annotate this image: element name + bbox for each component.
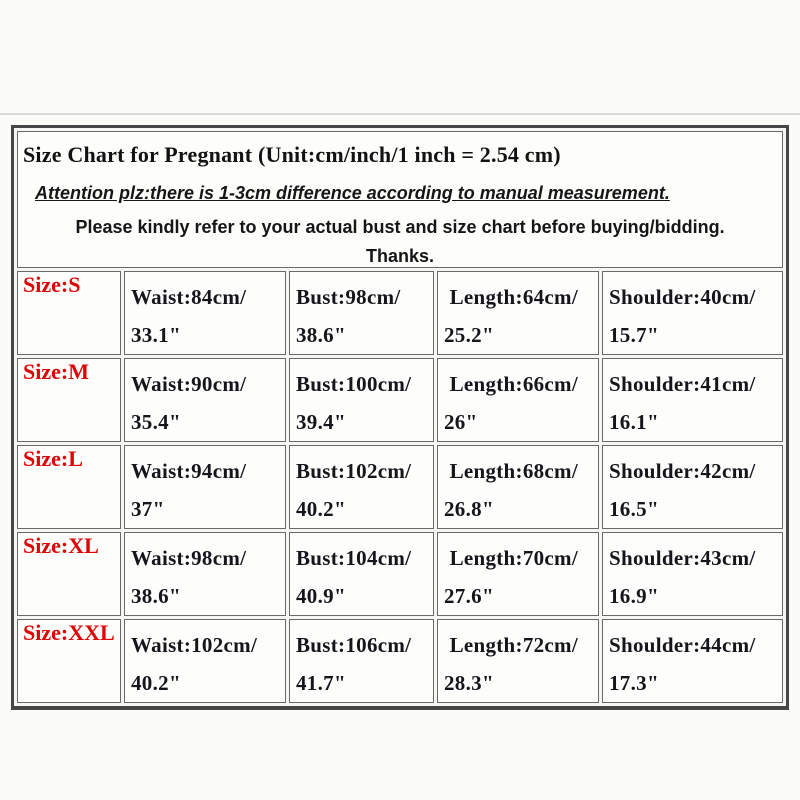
measurement-line: 15.7" [609,323,659,347]
waist-cell [124,619,286,703]
measurement-line: Length:72cm/ [444,633,578,657]
attention-note: Attention plz:there is 1-3cm difference according to manual measurement. [35,183,670,203]
buying-note: Please kindly refer to your actual bust and size chart before buying/bidding. [75,217,725,237]
size-chart-table [11,125,789,710]
measurement-line: Bust:100cm/ [296,372,412,396]
measurement-line: 16.5" [609,497,659,521]
waist-cell [124,532,286,616]
measurement-line: 33.1" [131,323,181,347]
length-cell [437,619,599,703]
shoulder-cell [602,619,783,703]
measurement-line: 40.2" [296,497,346,521]
table-row-size-xxl [17,619,783,703]
measurement-line: Shoulder:44cm/ [609,633,756,657]
measurement-line: Bust:104cm/ [296,546,412,570]
measurement-line: 27.6" [444,584,494,608]
length-cell [437,532,599,616]
thanks-note: Thanks. [366,246,435,266]
waist-cell [124,271,286,355]
bust-cell [289,358,434,442]
measurement-line: Length:70cm/ [444,546,578,570]
measurement-line: Bust:98cm/ [296,285,401,309]
size-label: Size:L [17,445,121,529]
measurement-line: 26.8" [444,497,494,521]
measurement-line: 17.3" [609,671,659,695]
size-label: Size:S [17,271,121,355]
measurement-line: 16.1" [609,410,659,434]
measurement-line: Waist:98cm/ [131,546,247,570]
measurement-line: 16.9" [609,584,659,608]
table-row-size-xl [17,532,783,616]
length-cell [437,358,599,442]
measurement-line: Waist:84cm/ [131,285,247,309]
measurement-line: Shoulder:42cm/ [609,459,756,483]
shoulder-cell [602,271,783,355]
measurement-line: 35.4" [131,410,181,434]
shoulder-cell [602,358,783,442]
measurement-line: Bust:102cm/ [296,459,412,483]
measurement-line: 39.4" [296,410,346,434]
length-cell [437,445,599,529]
measurement-line: Length:64cm/ [444,285,578,309]
measurement-line: Waist:102cm/ [131,633,258,657]
waist-cell [124,358,286,442]
waist-cell [124,445,286,529]
measurement-line: Shoulder:41cm/ [609,372,756,396]
measurement-line: Length:66cm/ [444,372,578,396]
measurement-line: Shoulder:40cm/ [609,285,756,309]
measurement-line: 40.9" [296,584,346,608]
measurement-line: 37" [131,497,165,521]
shoulder-cell [602,532,783,616]
header-row [17,131,783,268]
measurement-line: 38.6" [131,584,181,608]
table-row-size-l [17,445,783,529]
length-cell [437,271,599,355]
top-separator-line [0,113,800,115]
header-cell [17,131,783,268]
bust-cell [289,532,434,616]
measurement-line: 38.6" [296,323,346,347]
measurement-line: Shoulder:43cm/ [609,546,756,570]
bust-cell [289,619,434,703]
measurement-line: 28.3" [444,671,494,695]
measurement-line: Bust:106cm/ [296,633,412,657]
measurement-line: Waist:90cm/ [131,372,247,396]
shoulder-cell [602,445,783,529]
measurement-line: 40.2" [131,671,181,695]
table-row-size-m [17,358,783,442]
bust-cell [289,445,434,529]
measurement-line: 26" [444,410,478,434]
measurement-line: Waist:94cm/ [131,459,247,483]
table-row-size-s [17,271,783,355]
measurement-line: 25.2" [444,323,494,347]
size-label: Size:XL [17,532,121,616]
measurement-line: 41.7" [296,671,346,695]
size-chart-title: Size Chart for Pregnant (Unit:cm/inch/1 inch = 2.54 cm) [23,142,561,167]
bust-cell [289,271,434,355]
size-label: Size:XXL [17,619,121,703]
size-label: Size:M [17,358,121,442]
measurement-line: Length:68cm/ [444,459,578,483]
